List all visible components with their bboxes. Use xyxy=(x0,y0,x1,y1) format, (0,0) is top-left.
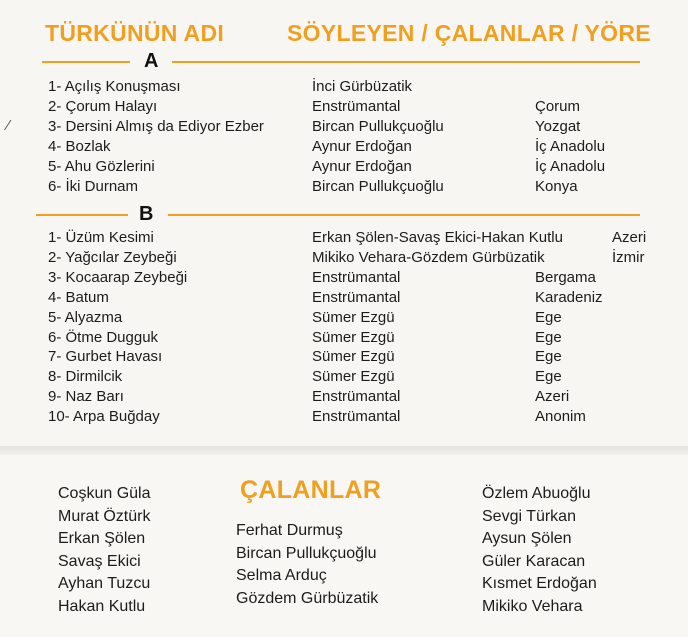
track-title: 6- İki Durnam xyxy=(48,178,139,195)
track-title: 9- Naz Barı xyxy=(48,388,124,406)
musician-name: Gözdem Gürbüzatik xyxy=(236,589,379,607)
side-b-label: B xyxy=(139,203,154,225)
musicians-column-2 xyxy=(236,520,378,610)
track-title: 8- Dirmilcik xyxy=(48,368,123,386)
performer-header: SÖYLEYEN / ÇALANLAR / YÖRE xyxy=(287,20,651,46)
track-artist: Enstrümantal xyxy=(312,408,401,426)
track-artist: Enstrümantal xyxy=(312,388,401,406)
musicians-column-1 xyxy=(58,483,151,618)
track-row xyxy=(0,157,688,177)
track-row xyxy=(0,387,688,407)
side-b-divider-right xyxy=(168,214,640,216)
track-title: 2- Çorum Halayı xyxy=(48,98,158,115)
side-a-divider-right xyxy=(172,61,640,63)
track-title: 5- Ahu Gözlerini xyxy=(48,158,155,175)
track-row xyxy=(0,308,688,328)
track-region: İç Anadolu xyxy=(535,138,606,155)
track-row xyxy=(0,77,688,97)
song-name-header: TÜRKÜNÜN ADI xyxy=(45,20,225,46)
track-region: Bergama xyxy=(535,268,596,286)
side-a-divider-left xyxy=(42,61,130,63)
track-title: 6- Ötme Dugguk xyxy=(48,328,159,346)
musician-name: Kısmet Erdoğan xyxy=(482,575,597,592)
track-title: 7- Gurbet Havası xyxy=(48,348,163,366)
track-row xyxy=(0,97,688,117)
track-artist: Mikiko Vehara-Gözdem Gürbüzatik xyxy=(312,248,545,266)
track-title: 4- Bozlak xyxy=(48,138,111,155)
musician-name: Selma Arduç xyxy=(236,567,327,584)
track-artist: Enstrümantal xyxy=(312,288,401,306)
pen-mark-icon: ⁄ xyxy=(7,117,10,134)
track-region: Ege xyxy=(535,348,562,366)
track-title: 4- Batum xyxy=(48,288,109,306)
musician-name: Murat Öztürk xyxy=(58,507,151,525)
track-row xyxy=(0,328,688,348)
track-region: Anonim xyxy=(535,408,586,426)
musicians-column-3 xyxy=(482,483,597,618)
track-artist: Erkan Şölen-Savaş Ekici-Hakan Kutlu xyxy=(312,229,563,246)
track-region: İzmir xyxy=(612,248,645,266)
track-region: İç Anadolu xyxy=(535,158,606,175)
track-region: Ege xyxy=(535,308,562,326)
musician-name: Bircan Pullukçuoğlu xyxy=(236,544,377,562)
track-title: 5- Alyazma xyxy=(48,308,123,326)
musicians-title: ÇALANLAR xyxy=(240,476,382,504)
musician-name: Aysun Şölen xyxy=(482,530,572,547)
cover-fold xyxy=(0,446,688,455)
musician-name: Coşkun Güla xyxy=(58,485,151,502)
track-region: Çorum xyxy=(535,98,581,115)
track-title: 1- Üzüm Kesimi xyxy=(48,229,154,246)
track-title: 2- Yağcılar Zeybeği xyxy=(48,248,177,266)
musician-name: Ayhan Tuzcu xyxy=(58,575,151,592)
track-artist: Sümer Ezgü xyxy=(312,308,395,326)
track-row xyxy=(0,117,688,137)
track-artist: Aynur Erdoğan xyxy=(312,158,412,175)
track-artist: İnci Gürbüzatik xyxy=(312,78,413,95)
track-artist: Sümer Ezgü xyxy=(312,328,395,346)
track-region: Ege xyxy=(535,368,562,386)
track-row xyxy=(0,137,688,157)
track-artist: Enstrümantal xyxy=(312,268,401,286)
track-artist: Enstrümantal xyxy=(312,98,401,115)
track-row xyxy=(0,268,688,288)
track-artist: Bircan Pullukçuoğlu xyxy=(312,178,444,195)
musician-name: Mikiko Vehara xyxy=(482,597,583,615)
track-row xyxy=(0,288,688,308)
musician-name: Ferhat Durmuş xyxy=(236,522,343,539)
track-region: Karadeniz xyxy=(535,288,603,306)
track-artist: Sümer Ezgü xyxy=(312,348,395,366)
musician-name: Savaş Ekici xyxy=(58,552,141,570)
track-row xyxy=(0,407,688,427)
musician-name: Özlem Abuoğlu xyxy=(482,485,591,502)
track-artist: Aynur Erdoğan xyxy=(312,138,412,155)
track-artist: Bircan Pullukçuoğlu xyxy=(312,118,444,135)
track-row xyxy=(0,367,688,387)
side-a-label: A xyxy=(144,50,159,72)
musician-name: Sevgi Türkan xyxy=(482,507,576,525)
track-artist: Sümer Ezgü xyxy=(312,368,395,386)
track-row xyxy=(0,177,688,197)
track-title: 10- Arpa Buğday xyxy=(48,408,160,426)
track-region: Konya xyxy=(535,178,578,195)
musician-name: Erkan Şölen xyxy=(58,530,146,547)
track-title: 3- Kocaarap Zeybeği xyxy=(48,268,188,286)
track-row xyxy=(0,248,688,268)
track-region: Azeri xyxy=(535,388,570,406)
track-row xyxy=(0,347,688,367)
track-row xyxy=(0,228,688,248)
track-region: Ege xyxy=(535,328,562,346)
musician-name: Hakan Kutlu xyxy=(58,597,146,615)
track-region: Azeri xyxy=(612,229,647,246)
musician-name: Güler Karacan xyxy=(482,552,586,570)
track-title: 1- Açılış Konuşması xyxy=(48,78,181,95)
side-b-divider-left xyxy=(36,214,128,216)
track-region: Yozgat xyxy=(535,118,581,135)
track-title: 3- Dersini Almış da Ediyor Ezber xyxy=(48,118,264,135)
